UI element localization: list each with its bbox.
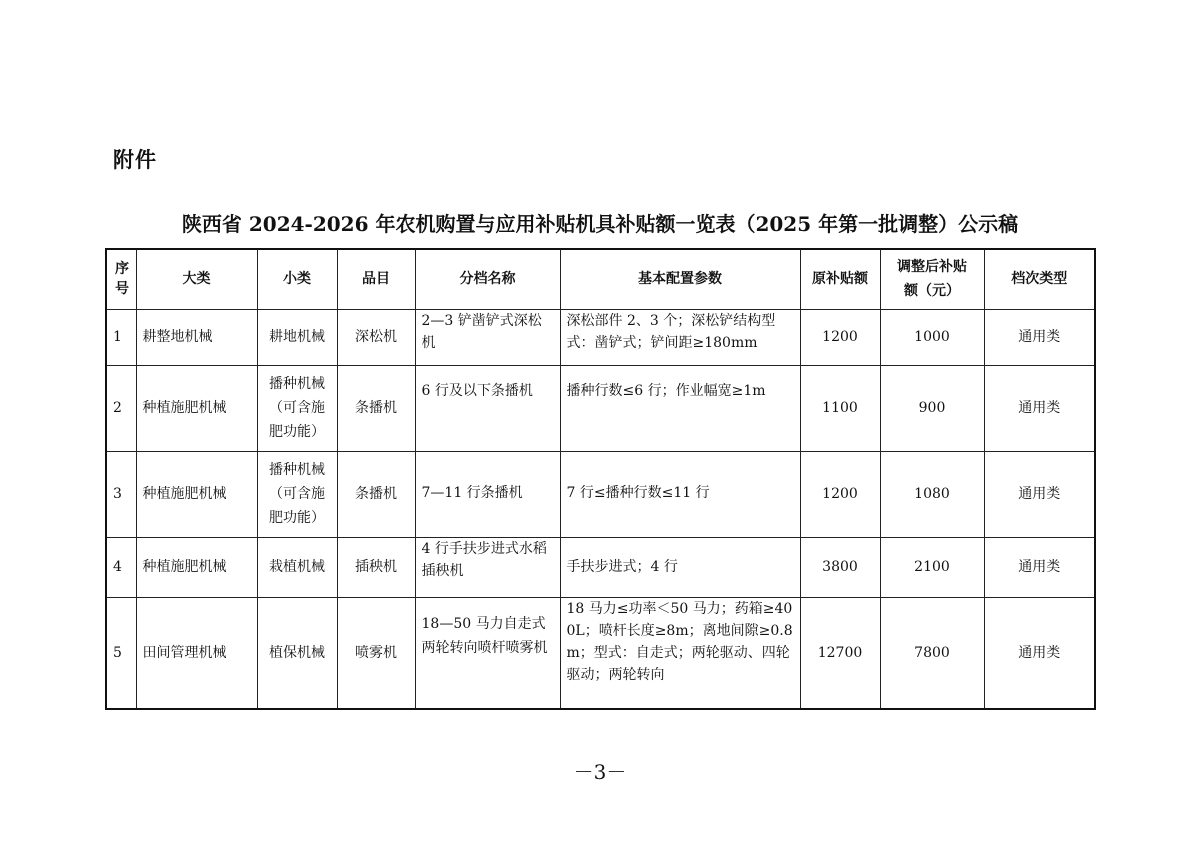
cell-subcategory: 播种机械（可含施肥功能） [257,451,337,537]
cell-subcategory: 播种机械（可含施肥功能） [257,365,337,451]
subsidy-table [105,248,1096,710]
cell-no: 1 [106,309,136,365]
cell-subcategory: 栽植机械 [257,537,337,597]
cell-tier-type: 通用类 [984,365,1095,451]
cell-tier-type: 通用类 [984,597,1095,709]
header-config: 基本配置参数 [560,249,800,309]
cell-item: 插秧机 [337,537,415,597]
cell-tier-type: 通用类 [984,309,1095,365]
cell-orig-subsidy: 1200 [800,451,880,537]
cell-adj-subsidy: 7800 [880,597,984,709]
cell-adj-subsidy: 1080 [880,451,984,537]
cell-item: 条播机 [337,451,415,537]
cell-tier-name: 4 行手扶步进式水稻插秧机 [415,537,560,597]
cell-config: 7 行≤播种行数≤11 行 [560,451,800,537]
cell-no: 3 [106,451,136,537]
cell-orig-subsidy: 12700 [800,597,880,709]
cell-config: 播种行数≤6 行；作业幅宽≥1m [560,365,800,451]
cell-config: 手扶步进式；4 行 [560,537,800,597]
page-number: －3－ [573,760,627,784]
cell-tier-name: 7—11 行条播机 [415,451,560,537]
header-tier-type: 档次类型 [984,249,1095,309]
table-header-row [106,249,1095,309]
cell-tier-type: 通用类 [984,537,1095,597]
cell-config: 18 马力≤功率＜50 马力；药箱≥400L；喷杆长度≥8m；离地间隙≥0.8m；型式：自走式；两轮驱动、四轮驱动；两轮转向 [560,597,800,709]
cell-orig-subsidy: 3800 [800,537,880,597]
cell-item: 条播机 [337,365,415,451]
header-subcategory: 小类 [257,249,337,309]
cell-subcategory: 植保机械 [257,597,337,709]
cell-category: 田间管理机械 [136,597,257,709]
header-item: 品目 [337,249,415,309]
cell-orig-subsidy: 1100 [800,365,880,451]
header-tier-name: 分档名称 [415,249,560,309]
cell-adj-subsidy: 900 [880,365,984,451]
document-title: 陕西省 2024-2026 年农机购置与应用补贴机具补贴额一览表（2025 年第一批调整）公示稿 [181,212,1019,236]
header-no: 序号 [106,249,136,309]
cell-tier-name: 2—3 铲凿铲式深松机 [415,309,560,365]
cell-config: 深松部件 2、3 个；深松铲结构型式：凿铲式；铲间距≥180mm [560,309,800,365]
cell-no: 2 [106,365,136,451]
cell-category: 种植施肥机械 [136,365,257,451]
cell-no: 5 [106,597,136,709]
cell-item: 喷雾机 [337,597,415,709]
cell-tier-type: 通用类 [984,451,1095,537]
table-row [106,309,1095,365]
cell-item: 深松机 [337,309,415,365]
table-row [106,537,1095,597]
header-orig-subsidy: 原补贴额 [800,249,880,309]
cell-subcategory: 耕地机械 [257,309,337,365]
cell-adj-subsidy: 2100 [880,537,984,597]
header-category: 大类 [136,249,257,309]
cell-tier-name: 6 行及以下条播机 [415,365,560,451]
cell-tier-name: 18—50 马力自走式两轮转向喷杆喷雾机 [415,597,560,709]
cell-orig-subsidy: 1200 [800,309,880,365]
table-row [106,365,1095,451]
cell-category: 耕整地机械 [136,309,257,365]
cell-category: 种植施肥机械 [136,451,257,537]
attachment-label: 附件 [113,148,157,172]
cell-no: 4 [106,537,136,597]
header-adj-subsidy: 调整后补贴额（元） [880,249,984,309]
cell-category: 种植施肥机械 [136,537,257,597]
table-row [106,597,1095,709]
cell-adj-subsidy: 1000 [880,309,984,365]
table-row [106,451,1095,537]
